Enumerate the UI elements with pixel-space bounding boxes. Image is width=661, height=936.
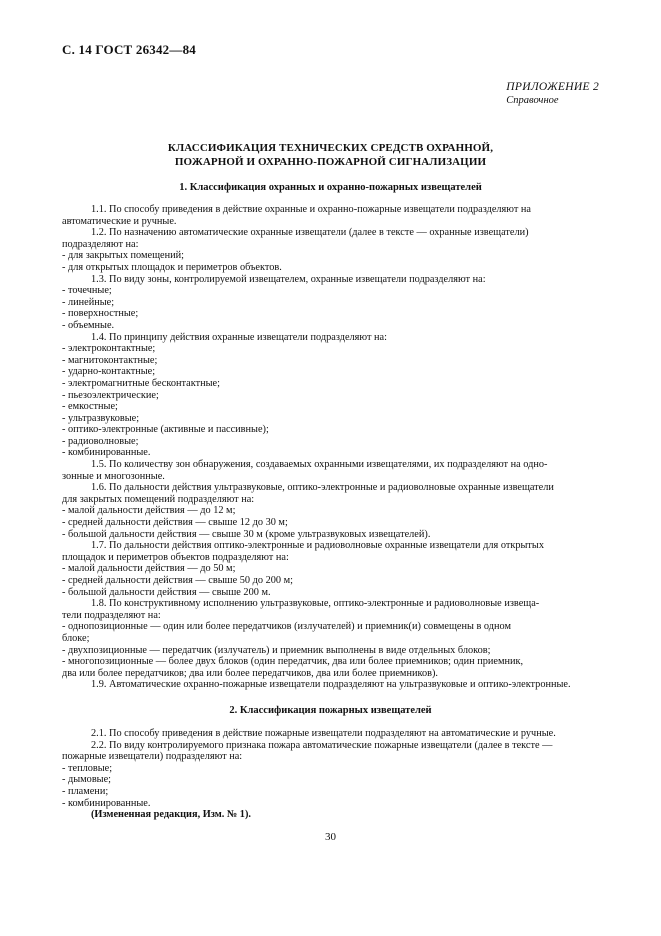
list-item: - электроконтактные;: [62, 343, 156, 355]
list-item: - ультразвуковые;: [62, 412, 140, 424]
section-2-heading: 2. Классификация пожарных извещателей: [229, 705, 432, 716]
paragraph-line: 2.1. По способу приведения в действие пожарные извещатели подразделяют на автоматические и ручные.: [91, 728, 556, 739]
paragraph-line: зонные и многозонные.: [62, 470, 165, 482]
list-item: - средней дальности действия — свыше 12 до 30 м;: [62, 517, 288, 529]
list-item: - большой дальности действия — свыше 200 м.: [62, 586, 271, 598]
paragraph-line: для закрытых помещений подразделяют на:: [62, 493, 255, 505]
list-item: - для закрытых помещений;: [62, 250, 184, 262]
appendix-label: [506, 80, 599, 108]
list-item: - пламени;: [62, 785, 109, 797]
paragraph-line: 1.5. По количеству зон обнаружения, создаваемых охранными извещателями, их подразделяют на одно-: [91, 459, 548, 471]
page-header: С. 14 ГОСТ 26342—84: [62, 42, 196, 57]
list-item: - малой дальности действия — до 12 м;: [62, 505, 236, 517]
list-item: - магнитоконтактные;: [62, 354, 158, 366]
list-item: - электромагнитные бесконтактные;: [62, 377, 220, 389]
paragraph-line: два или более передатчиков; два или более передатчиков, два или более приемников).: [62, 667, 438, 679]
list-item: - однопозиционные — один или более передатчиков (излучателей) и приемник(и) совмещены в одном: [62, 621, 511, 633]
list-item: - средней дальности действия — свыше 50 до 200 м;: [62, 575, 293, 586]
list-item: - комбинированные.: [62, 447, 151, 459]
list-item: - емкостные;: [62, 401, 118, 413]
section-1-heading: 1. Классификация охранных и охранно-пожарных извещателей: [179, 182, 482, 193]
paragraph-line: 2.2. По виду контролируемого признака пожара автоматические пожарные извещатели (далее в тексте —: [91, 739, 553, 751]
paragraph-line: 1.9. Автоматические охранно-пожарные извещатели подразделяют на ультразвуковые и оптико-электронные.: [91, 679, 571, 691]
list-item: - для открытых площадок и периметров объектов.: [62, 261, 282, 273]
paragraph-line: пожарные извещатели) подразделяют на:: [62, 751, 243, 763]
section-2-body: [62, 728, 599, 821]
appendix-title: ПРИЛОЖЕНИЕ 2: [506, 81, 599, 93]
document-title-line-1: КЛАССИФИКАЦИЯ ТЕХНИЧЕСКИХ СРЕДСТВ ОХРАННОЙ,: [167, 142, 494, 154]
list-item: - тепловые;: [62, 762, 113, 774]
list-item: - многопозиционные — более двух блоков (один передатчик, два или более приемников; один приемник,: [62, 656, 524, 668]
paragraph-line: автоматические и ручные.: [62, 215, 177, 227]
list-item: - поверхностные;: [62, 308, 139, 320]
list-item: - дымовые;: [62, 774, 112, 786]
paragraph-line: блоке;: [62, 632, 90, 644]
list-item: - точечные;: [62, 285, 112, 297]
list-item: - комбинированные.: [62, 797, 151, 809]
paragraph-line: тели подразделяют на:: [62, 609, 161, 621]
list-item: - линейные;: [62, 296, 115, 308]
paragraph-line: 1.1. По способу приведения в действие охранные и охранно-пожарные извещатели подразделяют на: [91, 204, 532, 215]
list-item: - радиоволновые;: [62, 435, 139, 447]
document-title: [62, 141, 599, 169]
paragraph-line: 1.2. По назначению автоматические охранные извещатели (далее в тексте — охранные извещатели): [91, 227, 529, 239]
list-item: - двухпозиционные — передатчик (излучатель) и приемник выполнены в виде отдельных блоков;: [62, 644, 491, 656]
list-item: - объемные.: [62, 319, 115, 331]
paragraph-line: 1.4. По принципу действия охранные извещатели подразделяют на:: [91, 331, 387, 343]
list-item: - малой дальности действия — до 50 м;: [62, 563, 236, 575]
list-item: - пьезоэлектрические;: [62, 389, 159, 401]
amendment-note: (Измененная редакция, Изм. № 1).: [91, 809, 251, 821]
section-1-body: [62, 204, 599, 691]
paragraph-line: 1.7. По дальности действия оптико-электронные и радиоволновые охранные извещатели для открытых: [91, 540, 544, 552]
page-number: 30: [325, 831, 336, 843]
paragraph-line: площадок и периметров объектов подразделяют на:: [62, 551, 289, 563]
paragraph-line: 1.8. По конструктивному исполнению ультразвуковые, оптико-электронные и радиоволновые извеща-: [91, 598, 540, 610]
paragraph-line: 1.3. По виду зоны, контролируемой извещателем, охранные извещатели подразделяют на:: [91, 273, 486, 285]
list-item: - оптико-электронные (активные и пассивные);: [62, 424, 269, 436]
document-title-line-2: ПОЖАРНОЙ И ОХРАННО-ПОЖАРНОЙ СИГНАЛИЗАЦИИ: [174, 156, 487, 168]
list-item: - большой дальности действия — свыше 30 м (кроме ультразвуковых извещателей).: [62, 528, 431, 540]
paragraph-line: подразделяют на:: [62, 238, 139, 250]
list-item: - ударно-контактные;: [62, 366, 156, 378]
paragraph-line: 1.6. По дальности действия ультразвуковые, оптико-электронные и радиоволновые охранные извещатели: [91, 482, 554, 494]
appendix-subtitle: Справочное: [506, 95, 559, 106]
